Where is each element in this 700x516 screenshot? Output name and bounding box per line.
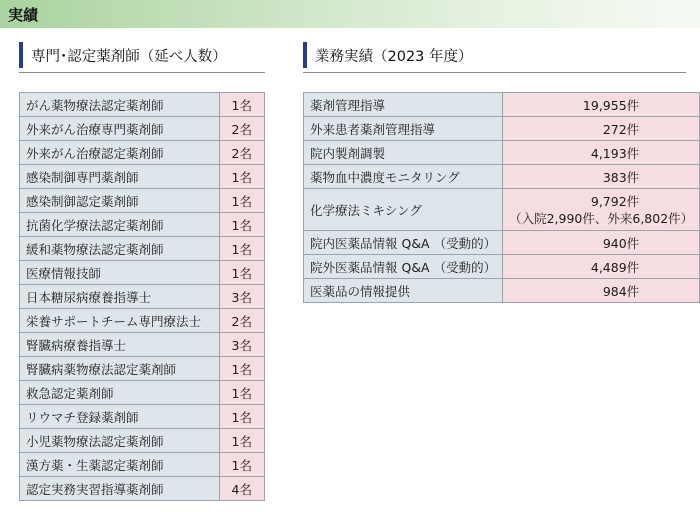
work-item-name: 薬剤管理指導 — [304, 93, 503, 117]
work-item-name: 医薬品の情報提供 — [304, 279, 503, 303]
left-divider — [19, 72, 265, 73]
table-row — [20, 429, 265, 453]
qualification-count: 2名 — [219, 309, 265, 333]
certified-pharmacists-table — [19, 92, 265, 501]
header-band — [0, 0, 700, 28]
qualification-name: 感染制御認定薬剤師 — [20, 189, 220, 213]
table-row — [20, 453, 265, 477]
qualification-name: 腎臓病療養指導士 — [20, 333, 220, 357]
work-item-value — [503, 189, 700, 231]
work-item-value-main: 9,792件 — [590, 193, 640, 209]
table-row — [20, 189, 265, 213]
qualification-count: 3名 — [219, 333, 265, 357]
left-section-title-text: 専門･認定薬剤師（延べ人数） — [31, 48, 227, 65]
qualification-name: 救急認定薬剤師 — [20, 381, 220, 405]
table-row — [20, 333, 265, 357]
table-row — [20, 117, 265, 141]
table-row — [20, 381, 265, 405]
qualification-name: 緩和薬物療法認定薬剤師 — [20, 237, 220, 261]
table-row — [20, 93, 265, 117]
work-item-value: 984件 — [503, 279, 700, 303]
section-marker — [19, 42, 23, 68]
table-row — [304, 231, 700, 255]
qualification-name: 外来がん治療認定薬剤師 — [20, 141, 220, 165]
table-row — [20, 285, 265, 309]
right-section-title — [303, 42, 473, 68]
work-item-value-detail: （入院2,990件、外来6,802件） — [509, 210, 694, 226]
qualification-count: 3名 — [219, 285, 265, 309]
qualification-name: 抗菌化学療法認定薬剤師 — [20, 213, 220, 237]
qualification-count: 1名 — [219, 93, 265, 117]
qualification-count: 2名 — [219, 117, 265, 141]
work-item-name: 外来患者薬剤管理指導 — [304, 117, 503, 141]
qualification-name: がん薬物療法認定薬剤師 — [20, 93, 220, 117]
qualification-name: 感染制御専門薬剤師 — [20, 165, 220, 189]
qualification-name: 腎臓病薬物療法認定薬剤師 — [20, 357, 220, 381]
table-row — [304, 255, 700, 279]
table-row — [304, 93, 700, 117]
work-item-name: 院内製剤調製 — [304, 141, 503, 165]
qualification-count: 1名 — [219, 357, 265, 381]
qualification-count: 1名 — [219, 261, 265, 285]
qualification-name: 医療情報技師 — [20, 261, 220, 285]
qualification-name: 日本糖尿病療養指導士 — [20, 285, 220, 309]
right-divider — [303, 72, 686, 73]
qualification-count: 1名 — [219, 189, 265, 213]
table-row — [20, 237, 265, 261]
qualification-count: 4名 — [219, 477, 265, 501]
work-item-value: 383件 — [503, 165, 700, 189]
work-item-value: 4,193件 — [503, 141, 700, 165]
page-title: 実績 — [8, 6, 39, 24]
qualification-count: 2名 — [219, 141, 265, 165]
table-row — [20, 309, 265, 333]
table-row — [20, 405, 265, 429]
work-item-name: 院外医薬品情報 Q&A （受動的） — [304, 255, 503, 279]
qualification-name: リウマチ登録薬剤師 — [20, 405, 220, 429]
work-item-value: 4,489件 — [503, 255, 700, 279]
table-row — [304, 165, 700, 189]
table-row — [20, 141, 265, 165]
qualification-name: 小児薬物療法認定薬剤師 — [20, 429, 220, 453]
work-item-value: 272件 — [503, 117, 700, 141]
qualification-count: 1名 — [219, 237, 265, 261]
qualification-count: 1名 — [219, 453, 265, 477]
table-row — [304, 141, 700, 165]
work-results-table — [303, 92, 700, 303]
section-marker — [303, 42, 307, 68]
qualification-count: 1名 — [219, 381, 265, 405]
table-row — [20, 165, 265, 189]
work-item-name: 化学療法ミキシング — [304, 189, 503, 231]
left-section-title — [19, 42, 227, 68]
table-row — [20, 213, 265, 237]
table-row — [20, 477, 265, 501]
qualification-name: 外来がん治療専門薬剤師 — [20, 117, 220, 141]
table-row — [304, 279, 700, 303]
qualification-count: 1名 — [219, 165, 265, 189]
qualification-count: 1名 — [219, 213, 265, 237]
work-item-value: 19,955件 — [503, 93, 700, 117]
qualification-name: 漢方薬・生薬認定薬剤師 — [20, 453, 220, 477]
work-item-name: 院内医薬品情報 Q&A （受動的） — [304, 231, 503, 255]
qualification-count: 1名 — [219, 429, 265, 453]
table-row — [304, 117, 700, 141]
qualification-name: 認定実務実習指導薬剤師 — [20, 477, 220, 501]
qualification-name: 栄養サポートチーム専門療法士 — [20, 309, 220, 333]
work-item-value: 940件 — [503, 231, 700, 255]
work-item-name: 薬物血中濃度モニタリング — [304, 165, 503, 189]
table-row — [20, 261, 265, 285]
table-row — [20, 357, 265, 381]
qualification-count: 1名 — [219, 405, 265, 429]
right-section-title-text: 業務実績（2023 年度） — [315, 48, 473, 65]
table-row — [304, 189, 700, 231]
